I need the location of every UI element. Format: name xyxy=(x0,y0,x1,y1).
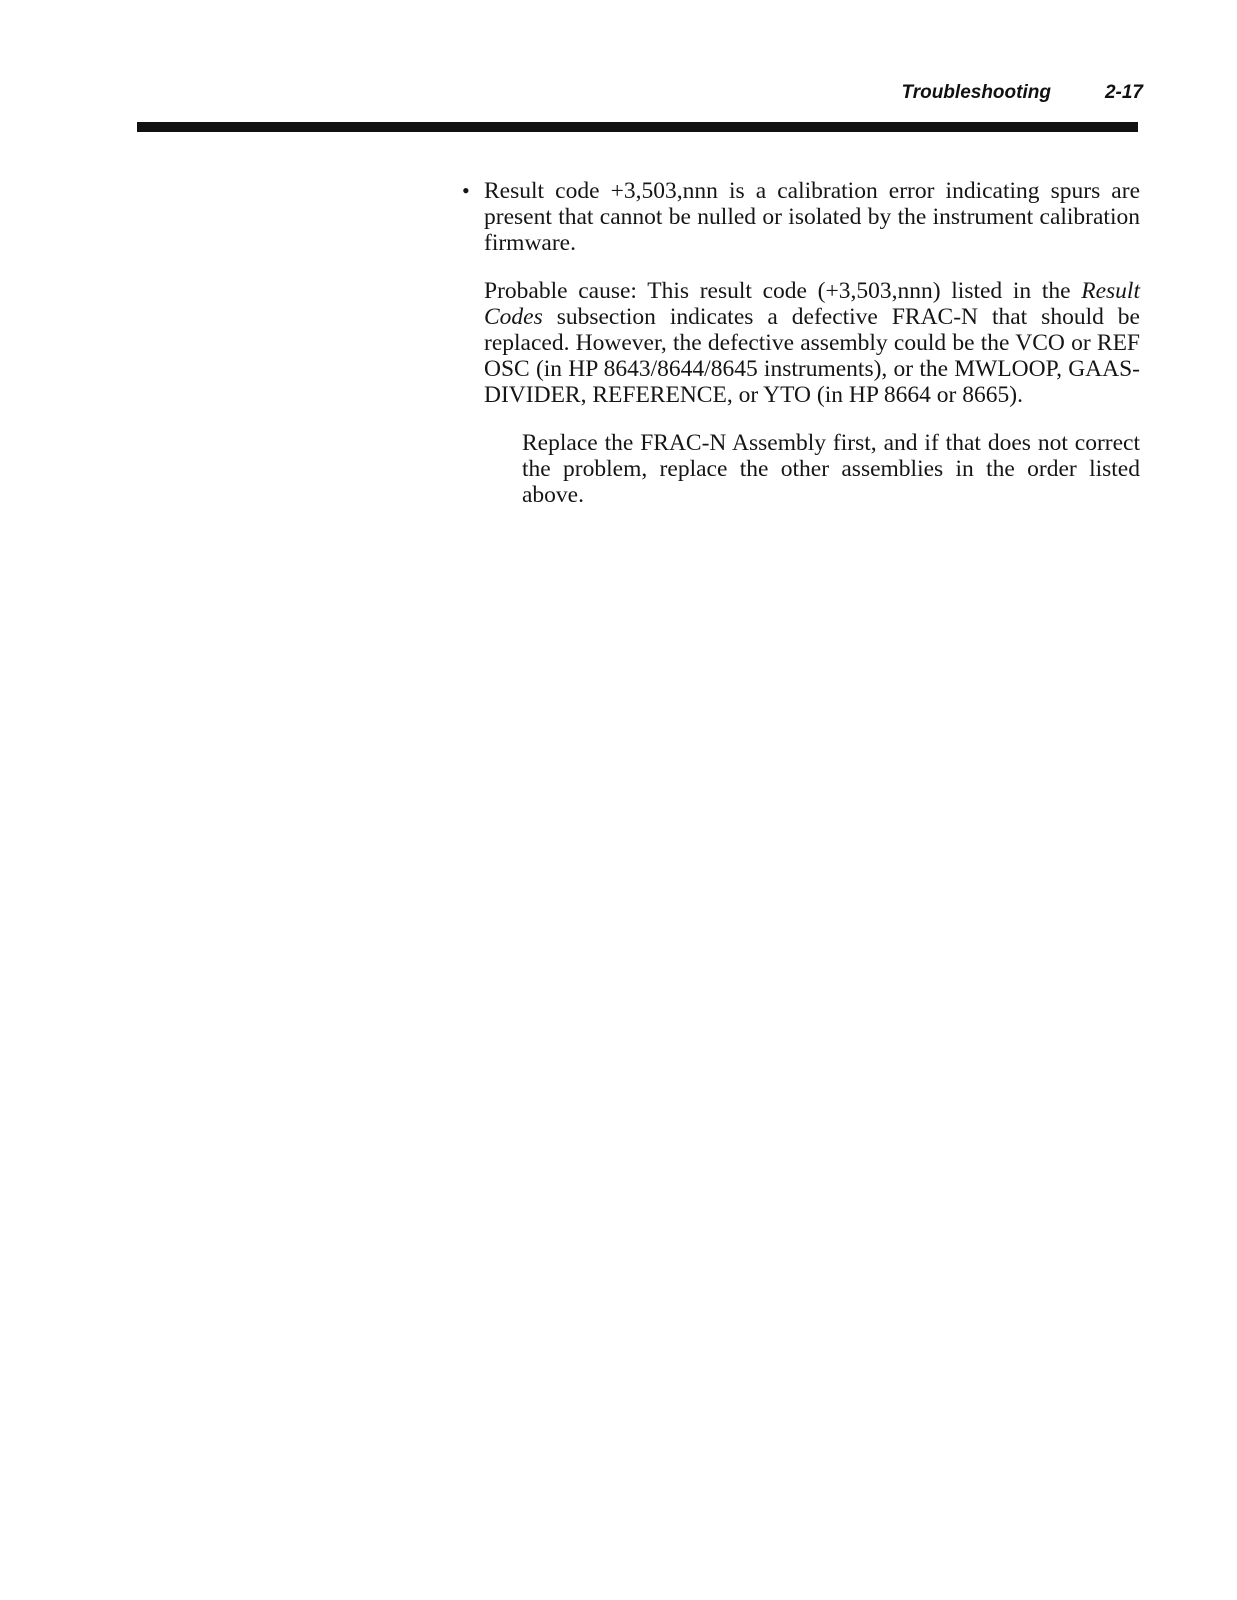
replacement-instruction: Replace the FRAC-N Assembly first, and if that does not correct the problem, replace the other assemblies in the order listed above. xyxy=(522,430,1140,508)
probable-cause-text-end: subsection indicates a defective FRAC-N that should be replaced. However, the defective assembly could be the VCO or REF OSC (in HP 8643/8644/8645 instruments), or the MWLOOP, GAAS-DIVIDER, REFERENCE, or YTO (in HP 8664 or 8665). xyxy=(484,304,1140,408)
bullet-item xyxy=(460,178,1140,256)
probable-cause-text-start: Probable cause: This result code (+3,503,nnn) listed in the xyxy=(484,278,1082,304)
page-content xyxy=(460,178,1140,508)
page-number: 2-17 xyxy=(1104,82,1143,103)
result-codes-reference: Result Codes xyxy=(484,278,1140,330)
result-code-description: Result code +3,503,nnn is a calibration error indicating spurs are present that cannot be nulled or isolated by the instrument calibration firmware. xyxy=(484,178,1140,256)
section-title: Troubleshooting xyxy=(901,82,1051,103)
header-rule xyxy=(137,122,1138,132)
running-header xyxy=(901,82,1143,104)
bullet-marker: • xyxy=(462,178,470,203)
probable-cause-paragraph xyxy=(484,278,1140,408)
